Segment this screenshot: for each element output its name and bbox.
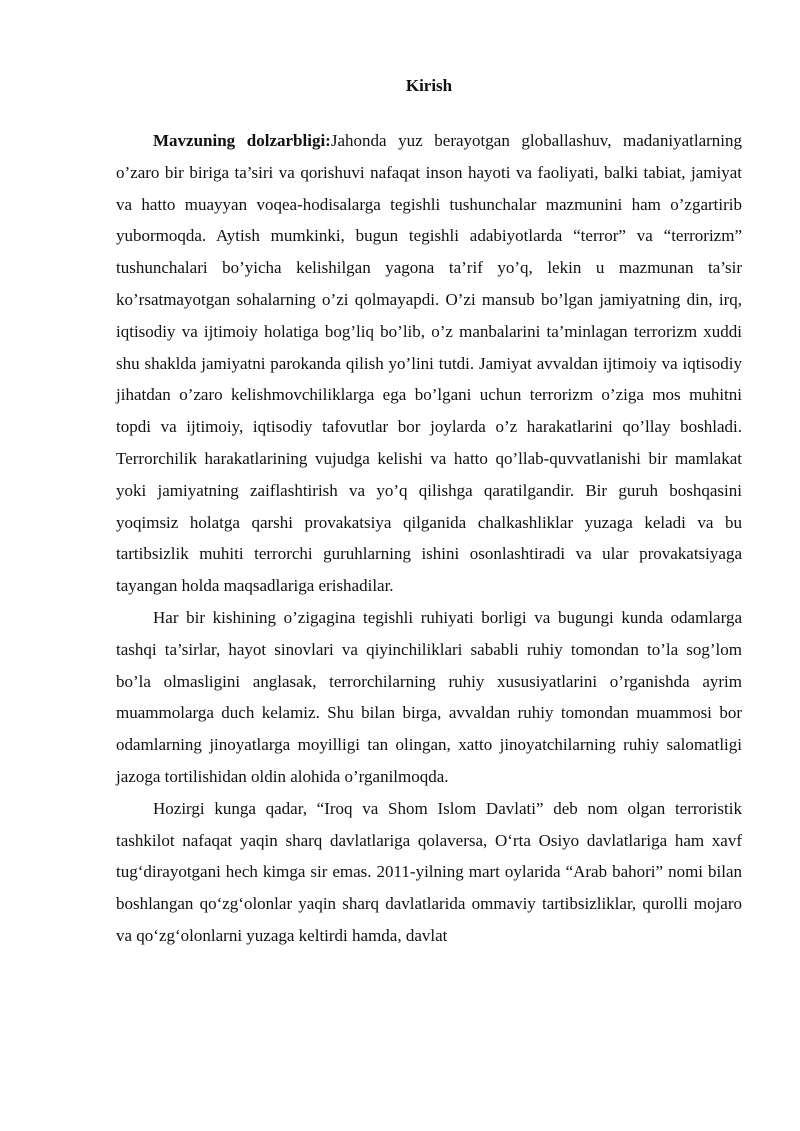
paragraph-text: Jahonda yuz berayotgan globallashuv, madaniyatlarning o’zaro bir biriga ta’siri va qorishuvi nafaqat inson hayoti va faoliyati, balki tabiat, jamiyat va hatto muayyan voqea-hodisalarga tegishli tushunchalar mazmunini ham o’zgartirib yubormoqda. Aytish mumkinki, bugun tegishli adabiyotlarda “terror” va “terrorizm” tushunchalari bo’yicha kelishilgan yagona ta’rif yo’q, lekin u mazmunan ta’sir ko’rsatmayotgan sohalarning o’zi qolmayapdi. O’zi mansub bo’lgan jamiyatning din, irq, iqtisodiy va ijtimoiy holatiga bog’liq bo’lib, o’z manbalarini ta’minlagan terrorizm xuddi shu shaklda jamiyatni parokanda qilish yo’lini tutdi. Jamiyat avvaldan ijtimoiy va iqtisodiy jihatdan o’zaro kelishmovchiliklarga ega bo’lgani uchun terrorizm o’ziga mos muhitni topdi va ijtimoiy, iqtisodiy tafovutlar bor joylarda o’z harakatlarini qo’llay boshladi. Terrorchilik harakatlarining vujudga kelishi va hatto qo’llab-quvvatlanishi bir mamlakat yoki jamiyatning zaiflashtirish va yo’q qilishga qaratilgandir. Bir guruh boshqasini yoqimsiz holatga qarshi provakatsiya qilganida chalkashliklar yuzaga keladi va bu tartibsizlik muhiti terrorchi guruhlarning ishini osonlashtiradi va ular provakatsiyaga tayangan holda maqsadlariga erishadilar. [116, 131, 742, 596]
document-page [116, 72, 742, 952]
paragraph-text: Har bir kishining o’zigagina tegishli ruhiyati borligi va bugungi kunda odamlarga tashqi ta’sirlar, hayot sinovlari va qiyinchiliklari sababli ruhiy tomondan to’la sog’lom bo’la olmasligini anglasak, terrorchilarning ruhiy xususiyatlarini o’rganishda ayrim muammolarga duch kelamiz. Shu bilan birga, avvaldan ruhiy tomondan muammosi bor odamlarning jinoyatlarga moyilligi tan olingan, xatto jinoyatchilarning ruhiy salomatligi jazoga tortilishidan oldin alohida o’rganilmoqda. [116, 607, 742, 786]
page-title: Kirish [405, 76, 453, 95]
paragraph-relevance [116, 125, 742, 602]
paragraph-text: Hozirgi kunga qadar, “Iroq va Shom Islom Davlati” deb nom olgan terroristik tashkilot nafaqat yaqin sharq davlatlariga qolaversa, O‘rta Osiyo davlatlariga ham xavf tug‘dirayotgani hech kimga sir emas. 2011-yilning mart oylarida “Arab bahori” nomi bilan boshlangan qo‘zg‘olonlar yaqin sharq davlatlarida ommaviy tartibsizliklar, qurolli mojaro va qo‘zg‘olonlarni yuzaga keltirdi hamda, davlat [116, 798, 742, 945]
paragraph-isis [116, 793, 742, 952]
paragraph-lead: Mavzuning dolzarbligi: [153, 131, 331, 150]
paragraph-psychology [116, 602, 742, 793]
